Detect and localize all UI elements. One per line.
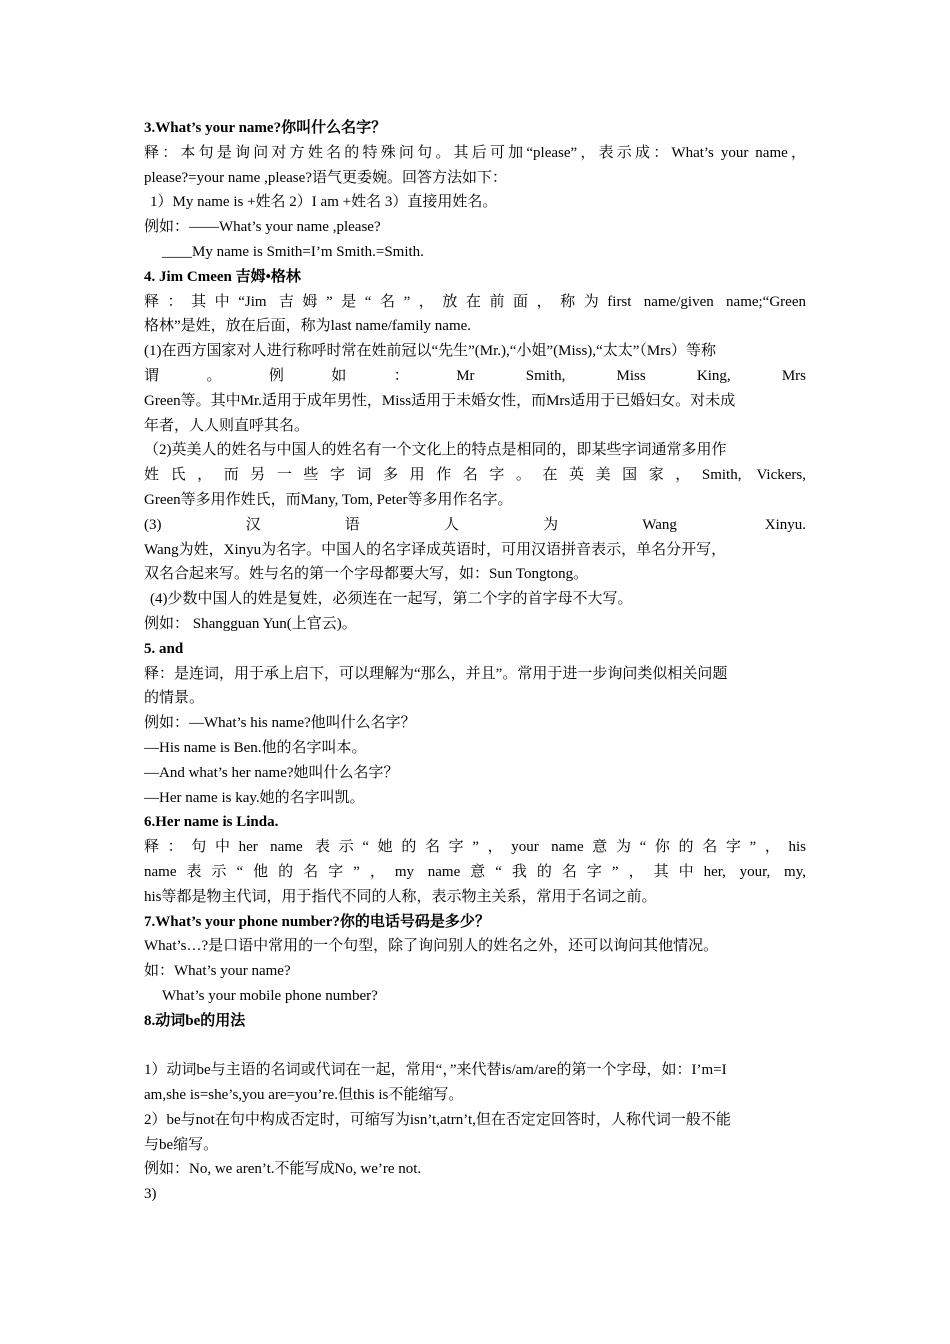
text-line: 例如：—What’s his name?他叫什么名字？ [144, 715, 416, 732]
text-line: What’s…?是口语中常用的一个句型，除了询问别人的姓名之外，还可以询问其他情况。 [144, 938, 719, 955]
heading-5: 5. and [144, 640, 184, 657]
text-line: —His name is Ben.他的名字叫本。 [144, 739, 367, 756]
text-line: 释：是连词，用于承上启下，可以理解为“那么，并且”。常用于进一步询问类似相关问题 [144, 665, 728, 682]
text-line: —Her name is kay.她的名字叫凯。 [144, 789, 365, 806]
text-line: 例如：——What’s your name ,please? [144, 219, 381, 236]
text-line: 谓。例如：Mr Smith, Miss King, Mrs [144, 367, 806, 384]
text-line: Green等。其中Mr.适用于成年男性，Miss适用于未婚女性，而Mrs适用于已婚妇女。对未成 [144, 392, 736, 409]
text-line: (4)少数中国人的姓是复姓，必须连在一起写，第二个字的首字母不大写。 [150, 591, 633, 608]
text-line: 的情景。 [144, 690, 205, 707]
text-line: ____My name is Smith=I’m Smith.=Smith. [162, 243, 424, 260]
document-page [144, 116, 806, 1207]
text-line: 释：句中her name 表示“她的名字”，your name意为“你的名字”，his [144, 839, 806, 856]
text-line: What’s your mobile phone number? [162, 987, 378, 1004]
heading-3: 3.What’s your name?你叫什么名字？ [144, 120, 387, 136]
text-line: 3) [144, 1186, 157, 1203]
text-line: 1）My name is +姓名 2）I am +姓名 3）直接用姓名。 [150, 194, 498, 211]
text-line: 如：What’s your name? [144, 963, 291, 980]
text-line: please?=your name ,please?语气更委婉。回答方法如下： [144, 169, 507, 186]
text-line: his等都是物主代词，用于指代不同的人称，表示物主关系，常用于名词之前。 [144, 888, 657, 905]
text-line: name表示“他的名字”，my name意“我的名字”，其中her, your, my, [144, 863, 806, 880]
text-line: —And what’s her name?她叫什么名字？ [144, 764, 399, 781]
text-line: 格林”是姓，放在后面，称为last name/family name. [144, 318, 472, 335]
text-line: 2）be与not在句中构成否定时，可缩写为isn’t,atrn’t,但在否定定回答时，人称代词一般不能 [144, 1111, 731, 1128]
text-line: Wang为姓，Xinyu为名字。中国人的名字译成英语时，可用汉语拼音表示，单名分开写， [144, 541, 727, 558]
heading-8: 8.动词be的用法 [144, 1012, 246, 1029]
blank-line [144, 1033, 806, 1058]
text-line: 与be缩写。 [144, 1136, 219, 1153]
text-line: (3)汉语人为Wang Xinyu. [144, 516, 806, 533]
heading-4: 4. Jim Cmeen 吉姆•格林 [144, 268, 301, 285]
text-line: Green等多用作姓氏，而Many, Tom, Peter等多用作名字。 [144, 491, 513, 508]
text-line: 例如：No, we aren’t.不能写成No, we’re not. [144, 1161, 422, 1178]
text-line: 例如： Shangguan Yun(上官云)。 [144, 615, 357, 632]
text-line: 年者，人人则直呼其名。 [144, 417, 310, 434]
heading-7: 7.What’s your phone number?你的电话号码是多少？ [144, 913, 490, 930]
text-line: （2)英美人的姓名与中国人的姓名有一个文化上的特点是相同的，即某些字词通常多用作 [144, 442, 727, 459]
text-line: 释：其中“Jim 吉姆”是“名”，放在前面，称为first name/given name;“Green [144, 293, 806, 310]
text-line: 姓氏，而另一些字词多用作名字。在英美国家，Smith, Vickers, [144, 467, 806, 484]
text-line: 释：本句是询问对方姓名的特殊问句。其后可加“please”，表示成：What’s your name， [144, 144, 806, 161]
text-line: am,she is=she’s,you are=you’re.但this is不能缩写。 [144, 1087, 464, 1104]
heading-6: 6.Her name is Linda. [144, 814, 279, 831]
text-line: 双名合起来写。姓与名的第一个字母都要大写，如：Sun Tongtong。 [144, 566, 589, 583]
text-line: (1)在西方国家对人进行称呼时常在姓前冠以“先生”(Mr.),“小姐”(Miss),“太太”（Mrs）等称 [144, 343, 717, 360]
text-line: 1）动词be与主语的名词或代词在一起，常用“，”来代替is/am/are的第一个字母，如：I’m=I [144, 1062, 727, 1079]
